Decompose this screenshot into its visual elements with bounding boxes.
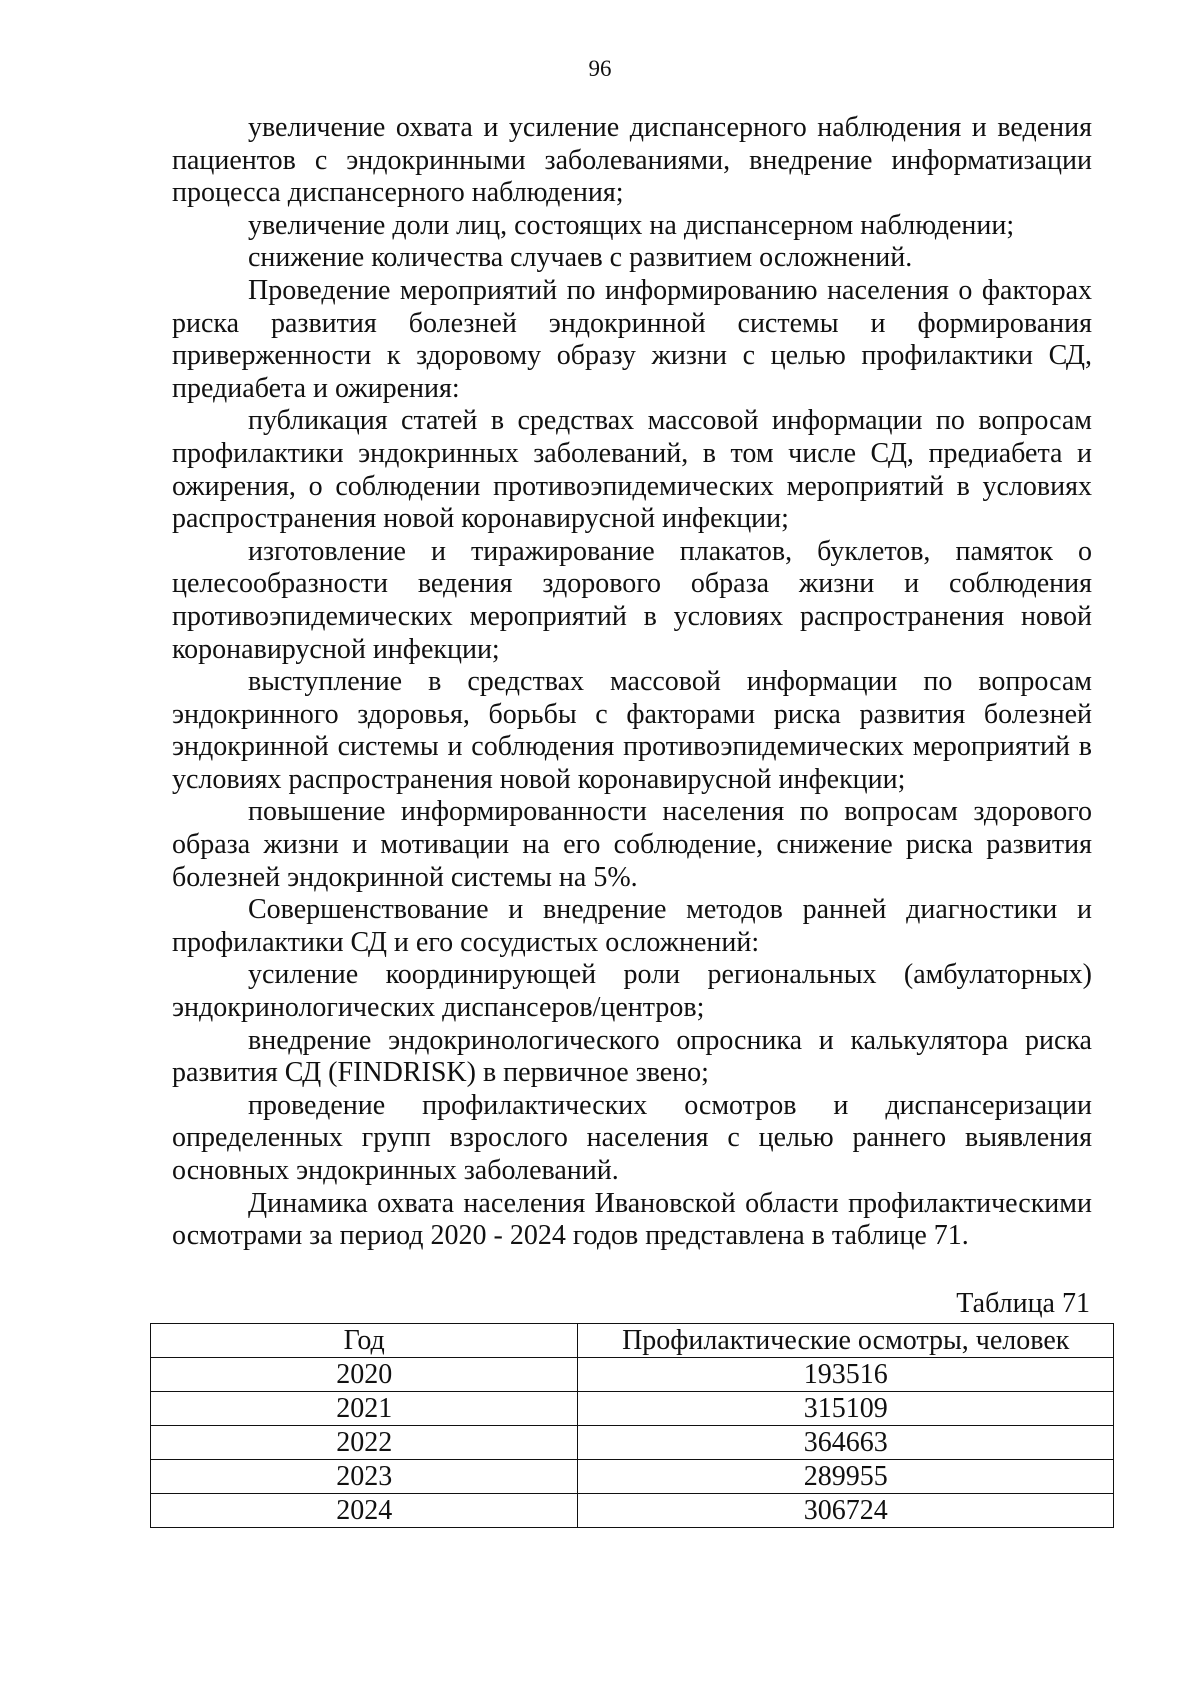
year-cell: 2022	[151, 1426, 578, 1460]
paragraph: усиление координирующей роли региональных (амбулаторных) эндокринологических диспансеров/центров;	[172, 959, 1092, 1024]
year-cell: 2023	[151, 1460, 578, 1494]
document-body	[172, 112, 1092, 1253]
column-header-checkups: Профилактические осмотры, человек	[578, 1324, 1114, 1358]
paragraph: повышение информированности населения по вопросам здорового образа жизни и мотивации на его соблюдение, снижение риска развития болезней эндокринной системы на 5%.	[172, 796, 1092, 893]
table-row	[151, 1460, 1114, 1494]
paragraph: изготовление и тиражирование плакатов, буклетов, памяток о целесообразности ведения здорового образа жизни и соблюдения противоэпидемических мероприятий в условиях распространения новой коронавирусной инфекции;	[172, 535, 1092, 665]
checkups-cell: 364663	[578, 1426, 1114, 1460]
table-caption: Таблица 71	[956, 1288, 1090, 1319]
table-header-row	[151, 1324, 1114, 1358]
table-row	[151, 1358, 1114, 1392]
checkups-cell: 193516	[578, 1358, 1114, 1392]
paragraph: увеличение доли лиц, состоящих на диспансерном наблюдении;	[248, 209, 1015, 241]
column-header-year: Год	[151, 1324, 578, 1358]
year-cell: 2021	[151, 1392, 578, 1426]
paragraph: проведение профилактических осмотров и диспансеризации определенных групп взрослого населения с целью раннего выявления основных эндокринных заболеваний.	[172, 1089, 1092, 1186]
table-row	[151, 1494, 1114, 1528]
checkups-cell: 315109	[578, 1392, 1114, 1426]
paragraph: снижение количества случаев с развитием осложнений.	[248, 242, 913, 274]
paragraph: внедрение эндокринологического опросника и калькулятора риска развития СД (FINDRISK) в первичное звено;	[172, 1024, 1092, 1089]
checkups-table	[150, 1323, 1114, 1528]
paragraph: увеличение охвата и усиление диспансерного наблюдения и ведения пациентов с эндокринными заболеваниями, внедрение информатизации процесса диспансерного наблюдения;	[172, 112, 1092, 209]
table-row	[151, 1426, 1114, 1460]
paragraph: Динамика охвата населения Ивановской области профилактическими осмотрами за период 2020 - 2024 годов представлена в таблице 71.	[172, 1187, 1092, 1252]
year-cell: 2024	[151, 1494, 578, 1528]
year-cell: 2020	[151, 1358, 578, 1392]
paragraph: Проведение мероприятий по информированию населения о факторах риска развития болезней эндокринной системы и формирования приверженности к здоровому образу жизни с целью профилактики СД, предиабета и ожирения:	[172, 274, 1092, 404]
checkups-cell: 289955	[578, 1460, 1114, 1494]
table-row	[151, 1392, 1114, 1426]
paragraph: публикация статей в средствах массовой информации по вопросам профилактики эндокринных заболеваний, в том числе СД, предиабета и ожирения, о соблюдении противоэпидемических мероприятий в условиях распространения новой коронавирусной инфекции;	[172, 405, 1092, 535]
paragraph: Совершенствование и внедрение методов ранней диагностики и профилактики СД и его сосудистых осложнений:	[172, 894, 1092, 958]
paragraph: выступление в средствах массовой информации по вопросам эндокринного здоровья, борьбы с факторами риска развития болезней эндокринной системы и соблюдения противоэпидемических мероприятий в условиях распространения новой коронавирусной инфекции;	[172, 666, 1092, 795]
page-number: 96	[588, 56, 612, 81]
checkups-cell: 306724	[578, 1494, 1114, 1528]
